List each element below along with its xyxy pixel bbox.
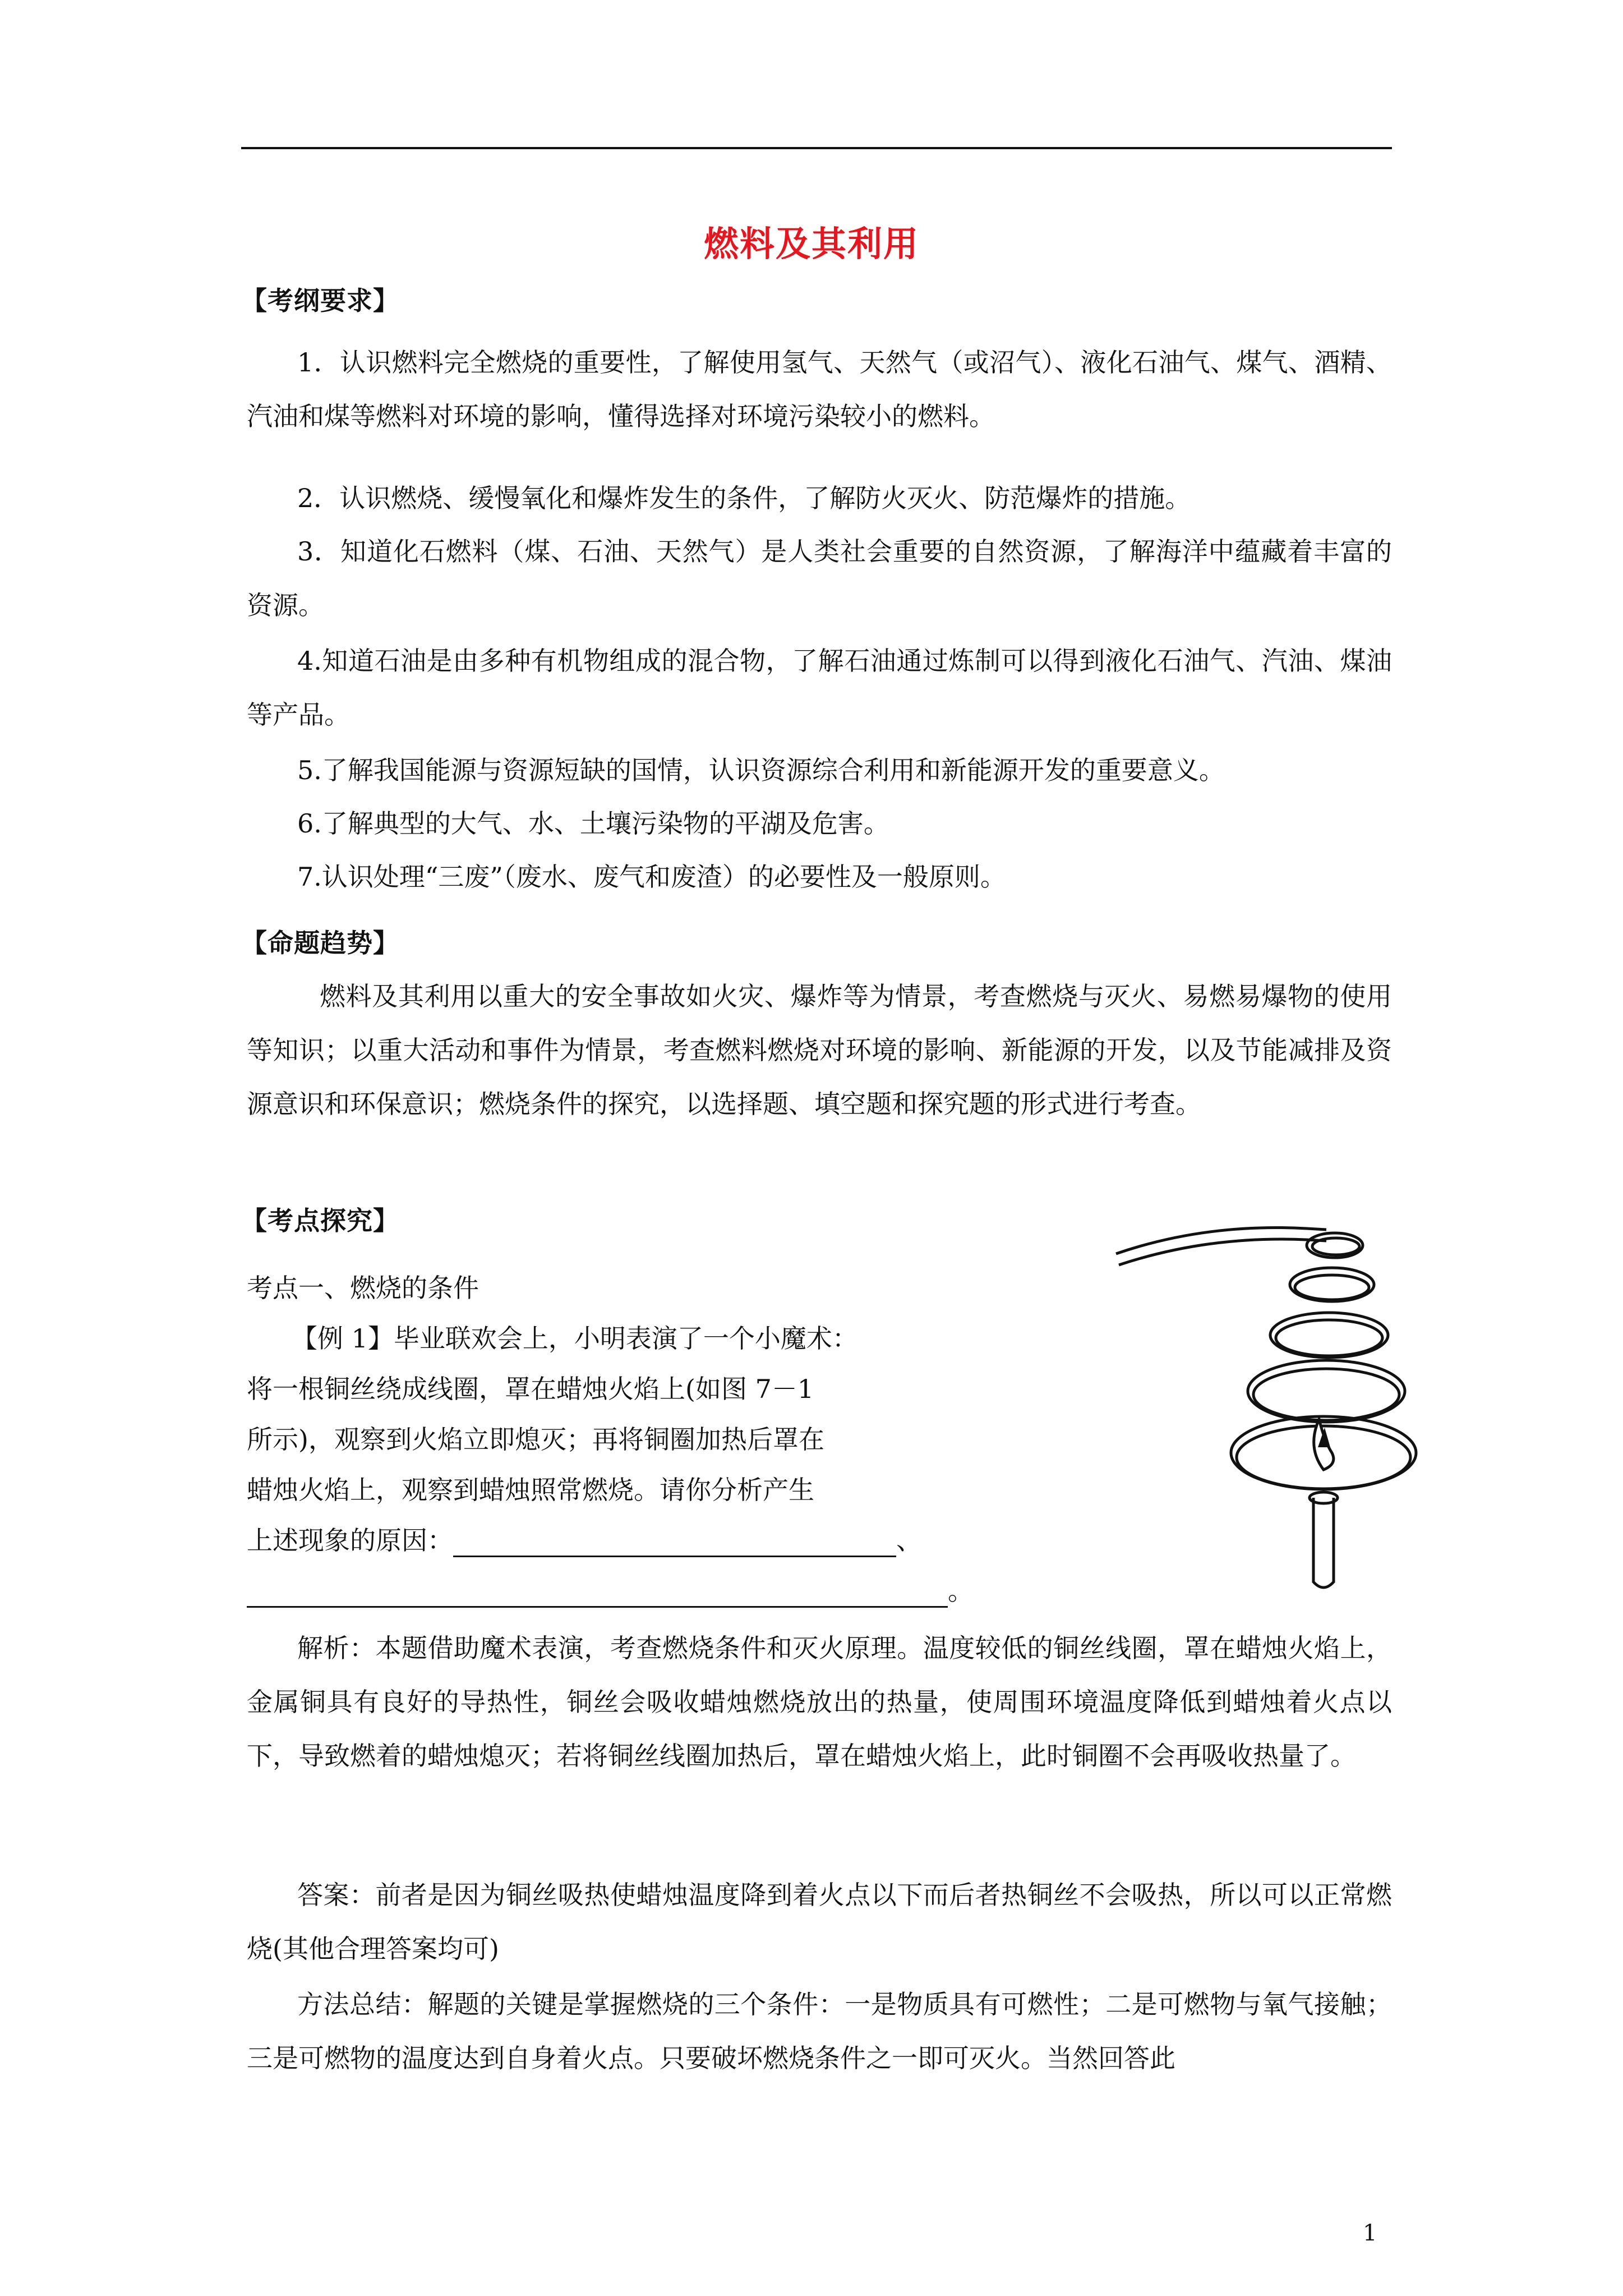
copper-coil-candle-illustration [1105, 1206, 1453, 1599]
example-line-3: 所示)，观察到火焰立即熄灭；再将铜圈加热后罩在 [247, 1424, 824, 1455]
requirement-item-3: 3．知道化石燃料（煤、石油、天然气）是人类社会重要的自然资源，了解海洋中蕴藏着丰富的资源。 [247, 536, 1392, 620]
answer-paragraph: 答案：前者是因为铜丝吸热使蜡烛温度降到着火点以下而后者热铜丝不会吸热，所以可以正常燃烧(其他合理答案均可) [247, 1880, 1392, 1964]
example-line-5 [247, 1520, 922, 1557]
example-line-1: 【例 1】毕业联欢会上，小明表演了一个小魔术： [292, 1323, 858, 1354]
example-line-4: 蜡烛火焰上，观察到蜡烛照常燃烧。请你分析产生 [247, 1475, 814, 1505]
method-paragraph: 方法总结：解题的关键是掌握燃烧的三个条件：一是物质具有可燃性；二是可燃物与氧气接触；三是可燃物的温度达到自身着火点。只要破坏燃烧条件之一即可灭火。当然回答此 [247, 1989, 1392, 2073]
page-number: 1 [1363, 2220, 1377, 2246]
explore-heading: 【考点探究】 [241, 1205, 399, 1236]
trend-paragraph: 燃料及其利用以重大的安全事故如火灾、爆炸等为情景，考查燃烧与灭火、易燃易爆物的使用等知识；以重大活动和事件为情景，考查燃料燃烧对环境的影响、新能源的开发，以及节能减排及资源意识和环保意识；燃烧条件的探究，以选择题、填空题和探究题的形式进行考查。 [247, 981, 1392, 1119]
requirement-item-1: 1．认识燃料完全燃烧的重要性，了解使用氢气、天然气（或沼气）、液化石油气、煤气、酒精、汽油和煤等燃料对环境的影响，懂得选择对环境污染较小的燃料。 [247, 347, 1392, 431]
page-title: 燃料及其利用 [703, 223, 919, 264]
answer-blank-2[interactable] [247, 1584, 948, 1608]
requirement-item-5: 5.了解我国能源与资源短缺的国情，认识资源综合利用和新能源开发的重要意义。 [297, 755, 1225, 785]
requirement-item-7: 7.认识处理“三废”（废水、废气和废渣）的必要性及一般原则。 [297, 862, 1006, 892]
analysis-paragraph: 解析：本题借助魔术表演，考查燃烧条件和灭火原理。温度较低的铜丝线圈，罩在蜡烛火焰上，金属铜具有良好的导热性，铜丝会吸收蜡烛燃烧放出的热量，使周围环境温度降低到蜡烛着火点以下，导致燃着的蜡烛熄灭；若将铜丝线圈加热后，罩在蜡烛火焰上，此时铜圈不会再吸收热量了。 [247, 1633, 1392, 1771]
blank-separator-2: 。 [948, 1576, 974, 1606]
requirement-item-2: 2．认识燃烧、缓慢氧化和爆炸发生的条件，了解防火灭火、防范爆炸的措施。 [297, 483, 1191, 513]
example-line-6 [247, 1571, 974, 1608]
answer-blank-1[interactable] [453, 1533, 896, 1557]
blank-separator-1: 、 [896, 1525, 922, 1556]
example-line-5-text: 上述现象的原因： [247, 1525, 453, 1556]
point1-title: 考点一、燃烧的条件 [247, 1273, 479, 1303]
requirement-item-4: 4.知道石油是由多种有机物组成的混合物，了解石油通过炼制可以得到液化石油气、汽油、煤油等产品。 [247, 646, 1392, 730]
requirement-item-6: 6.了解典型的大气、水、土壤污染物的平湖及危害。 [297, 808, 889, 839]
header-rule [241, 147, 1392, 149]
example-line-2: 将一根铜丝绕成线圈，罩在蜡烛火焰上(如图 7－1 [247, 1374, 814, 1404]
requirements-heading: 【考纲要求】 [241, 286, 399, 316]
trend-heading: 【命题趋势】 [241, 928, 399, 958]
